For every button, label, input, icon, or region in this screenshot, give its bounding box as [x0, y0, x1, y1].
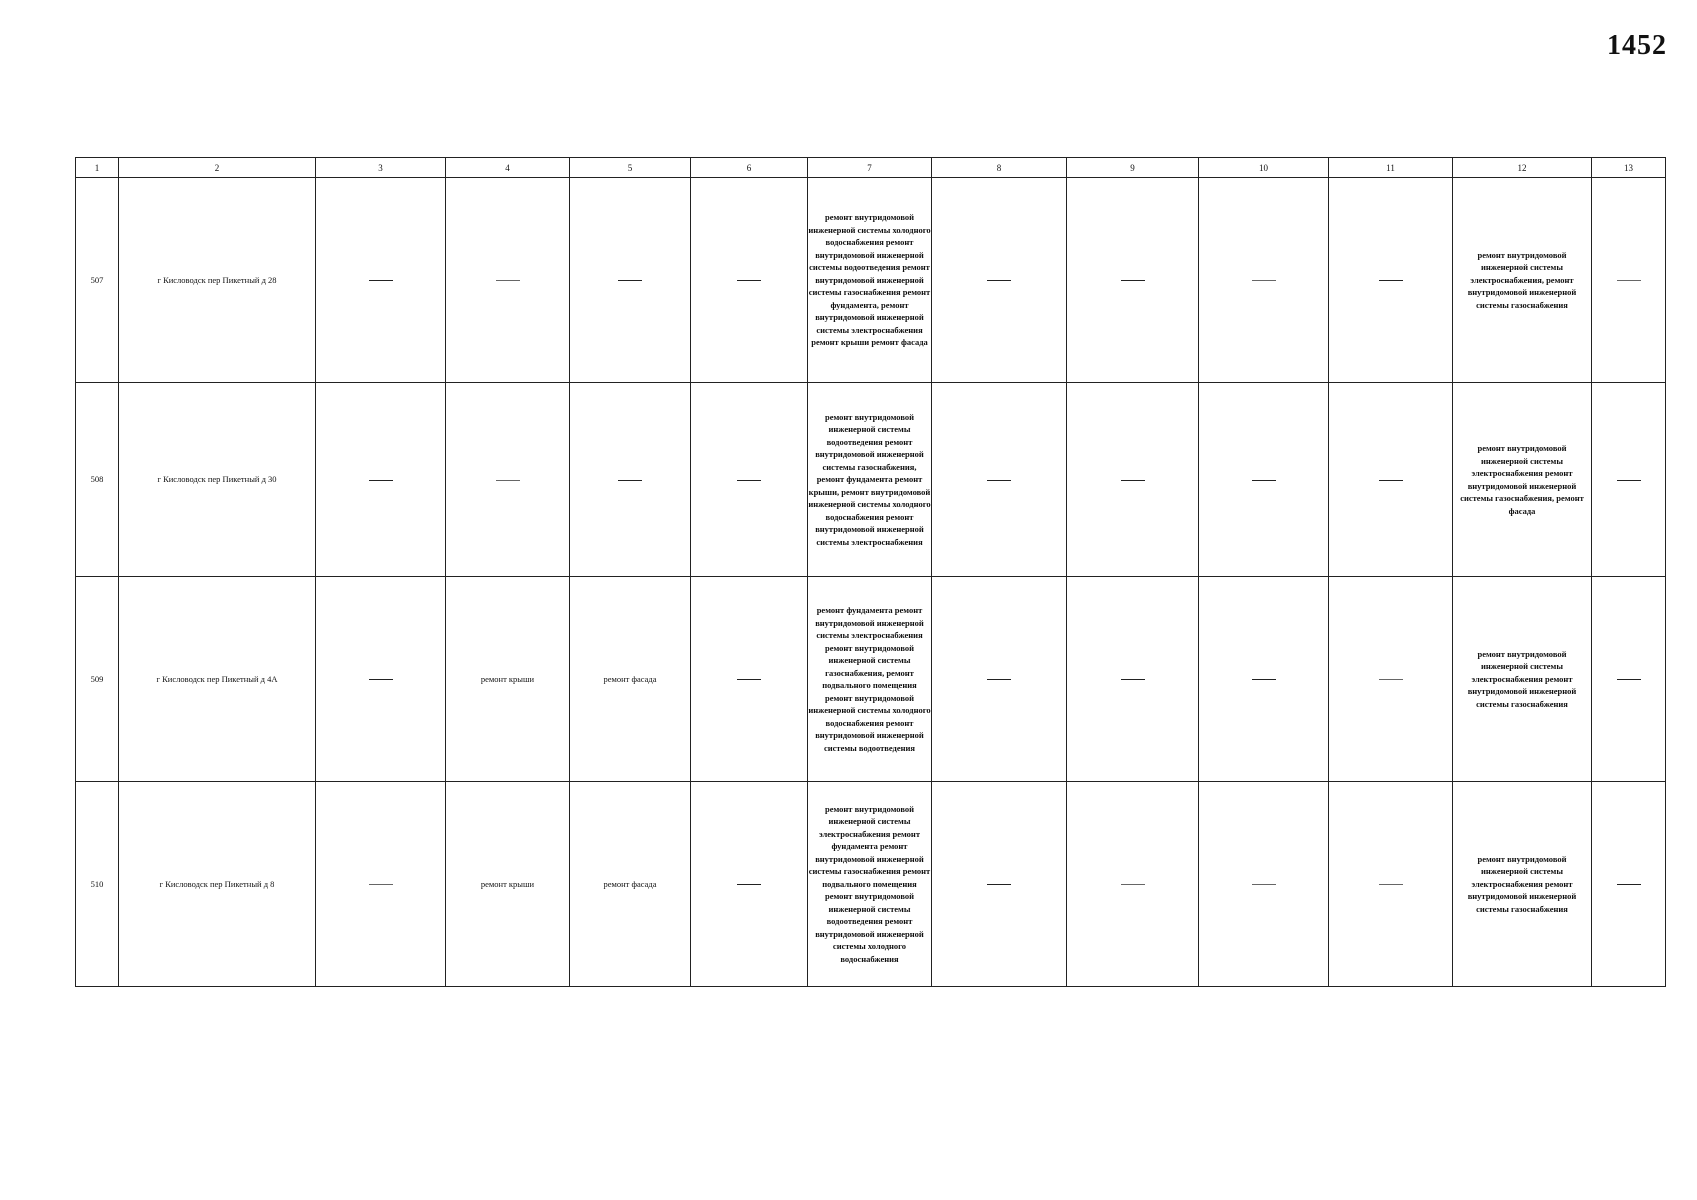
works-list-cell: ремонт фундамента ремонт внутридомовой инженерной системы электроснабжения ремонт внутридомовой инженерной системы газоснабжения, ремонт подвального помещения ремонт внутридомовой инженерной системы холодного водоснабжения ремонт внутридомовой инженерной системы водоотведения	[808, 577, 932, 782]
empty-dash-cell	[1592, 178, 1666, 383]
column-number-header-row	[76, 158, 1666, 178]
dash-mark	[1121, 480, 1145, 481]
empty-dash-cell	[570, 178, 691, 383]
dash-mark	[987, 480, 1011, 481]
dash-mark	[737, 280, 761, 281]
row-number: 508	[76, 383, 119, 577]
empty-dash-cell	[1329, 782, 1453, 987]
dash-mark	[369, 679, 393, 680]
empty-dash-cell	[691, 577, 808, 782]
column-header: 8	[932, 158, 1067, 178]
column-header: 1	[76, 158, 119, 178]
empty-dash-cell	[932, 178, 1067, 383]
dash-mark	[369, 280, 393, 281]
empty-dash-cell	[316, 178, 446, 383]
empty-dash-cell	[691, 782, 808, 987]
address-cell: г Кисловодск пер Пикетный д 4А	[119, 577, 316, 782]
dash-mark	[1617, 280, 1641, 281]
empty-dash-cell	[316, 577, 446, 782]
dash-mark	[987, 679, 1011, 680]
dash-mark	[369, 884, 393, 885]
empty-dash-cell	[1067, 383, 1199, 577]
row-number: 509	[76, 577, 119, 782]
column-header: 4	[446, 158, 570, 178]
roof-repair-cell: ремонт крыши	[446, 782, 570, 987]
empty-dash-cell	[1329, 178, 1453, 383]
empty-dash-cell	[1067, 782, 1199, 987]
address-cell: г Кисловодск пер Пикетный д 28	[119, 178, 316, 383]
dash-mark	[1379, 280, 1403, 281]
dash-mark	[1379, 679, 1403, 680]
empty-dash-cell	[1199, 782, 1329, 987]
works-list-cell: ремонт внутридомовой инженерной системы водоотведения ремонт внутридомовой инженерной системы газоснабжения, ремонт фундамента ремонт крыши, ремонт внутридомовой инженерной системы холодного водоснабжения ремонт внутридомовой инженерной системы электроснабжения	[808, 383, 932, 577]
works-list-cell: ремонт внутридомовой инженерной системы холодного водоснабжения ремонт внутридомовой инженерной системы водоотведения ремонт внутридомовой инженерной системы газоснабжения ремонт фундамента, ремонт внутридомовой инженерной системы электроснабжения ремонт крыши ремонт фасада	[808, 178, 932, 383]
dash-mark	[1379, 884, 1403, 885]
empty-dash-cell	[932, 383, 1067, 577]
empty-dash-cell	[570, 383, 691, 577]
column-header: 10	[1199, 158, 1329, 178]
dash-mark	[1121, 884, 1145, 885]
empty-dash-cell	[932, 577, 1067, 782]
works-list-cell: ремонт внутридомовой инженерной системы электроснабжения ремонт внутридомовой инженерной системы газоснабжения	[1453, 782, 1592, 987]
empty-dash-cell	[932, 782, 1067, 987]
works-list-cell: ремонт внутридомовой инженерной системы электроснабжения ремонт внутридомовой инженерной системы газоснабжения, ремонт фасада	[1453, 383, 1592, 577]
dash-mark	[618, 480, 642, 481]
table-row	[76, 383, 1666, 577]
dash-mark	[496, 480, 520, 481]
dash-mark	[737, 480, 761, 481]
dash-mark	[1252, 679, 1276, 680]
dash-mark	[987, 884, 1011, 885]
empty-dash-cell	[316, 782, 446, 987]
table-row	[76, 577, 1666, 782]
dash-mark	[737, 884, 761, 885]
dash-mark	[1252, 480, 1276, 481]
column-header: 2	[119, 158, 316, 178]
dash-mark	[987, 280, 1011, 281]
repair-schedule-table	[75, 157, 1666, 987]
column-header: 5	[570, 158, 691, 178]
empty-dash-cell	[446, 383, 570, 577]
table-row	[76, 782, 1666, 987]
facade-repair-cell: ремонт фасада	[570, 782, 691, 987]
row-number: 507	[76, 178, 119, 383]
column-header: 13	[1592, 158, 1666, 178]
dash-mark	[496, 280, 520, 281]
column-header: 12	[1453, 158, 1592, 178]
address-cell: г Кисловодск пер Пикетный д 8	[119, 782, 316, 987]
table-row	[76, 178, 1666, 383]
dash-mark	[1617, 884, 1641, 885]
empty-dash-cell	[1199, 383, 1329, 577]
empty-dash-cell	[691, 383, 808, 577]
roof-repair-cell: ремонт крыши	[446, 577, 570, 782]
works-list-cell: ремонт внутридомовой инженерной системы электроснабжения ремонт внутридомовой инженерной системы газоснабжения	[1453, 577, 1592, 782]
column-header: 3	[316, 158, 446, 178]
empty-dash-cell	[446, 178, 570, 383]
dash-mark	[369, 480, 393, 481]
empty-dash-cell	[1199, 178, 1329, 383]
column-header: 11	[1329, 158, 1453, 178]
empty-dash-cell	[1592, 577, 1666, 782]
empty-dash-cell	[691, 178, 808, 383]
works-list-cell: ремонт внутридомовой инженерной системы электроснабжения, ремонт внутридомовой инженерной системы газоснабжения	[1453, 178, 1592, 383]
column-header: 6	[691, 158, 808, 178]
empty-dash-cell	[316, 383, 446, 577]
dash-mark	[1379, 480, 1403, 481]
address-cell: г Кисловодск пер Пикетный д 30	[119, 383, 316, 577]
empty-dash-cell	[1067, 577, 1199, 782]
empty-dash-cell	[1592, 383, 1666, 577]
empty-dash-cell	[1067, 178, 1199, 383]
empty-dash-cell	[1329, 383, 1453, 577]
dash-mark	[1121, 679, 1145, 680]
dash-mark	[1617, 679, 1641, 680]
dash-mark	[1617, 480, 1641, 481]
empty-dash-cell	[1329, 577, 1453, 782]
page-number: 1452	[1607, 30, 1667, 61]
dash-mark	[618, 280, 642, 281]
facade-repair-cell: ремонт фасада	[570, 577, 691, 782]
column-header: 7	[808, 158, 932, 178]
dash-mark	[1252, 280, 1276, 281]
row-number: 510	[76, 782, 119, 987]
empty-dash-cell	[1592, 782, 1666, 987]
dash-mark	[1121, 280, 1145, 281]
empty-dash-cell	[1199, 577, 1329, 782]
works-list-cell: ремонт внутридомовой инженерной системы электроснабжения ремонт фундамента ремонт внутридомовой инженерной системы газоснабжения ремонт подвального помещения ремонт внутридомовой инженерной системы водоотведения ремонт внутридомовой инженерной системы холодного водоснабжения	[808, 782, 932, 987]
column-header: 9	[1067, 158, 1199, 178]
dash-mark	[1252, 884, 1276, 885]
dash-mark	[737, 679, 761, 680]
